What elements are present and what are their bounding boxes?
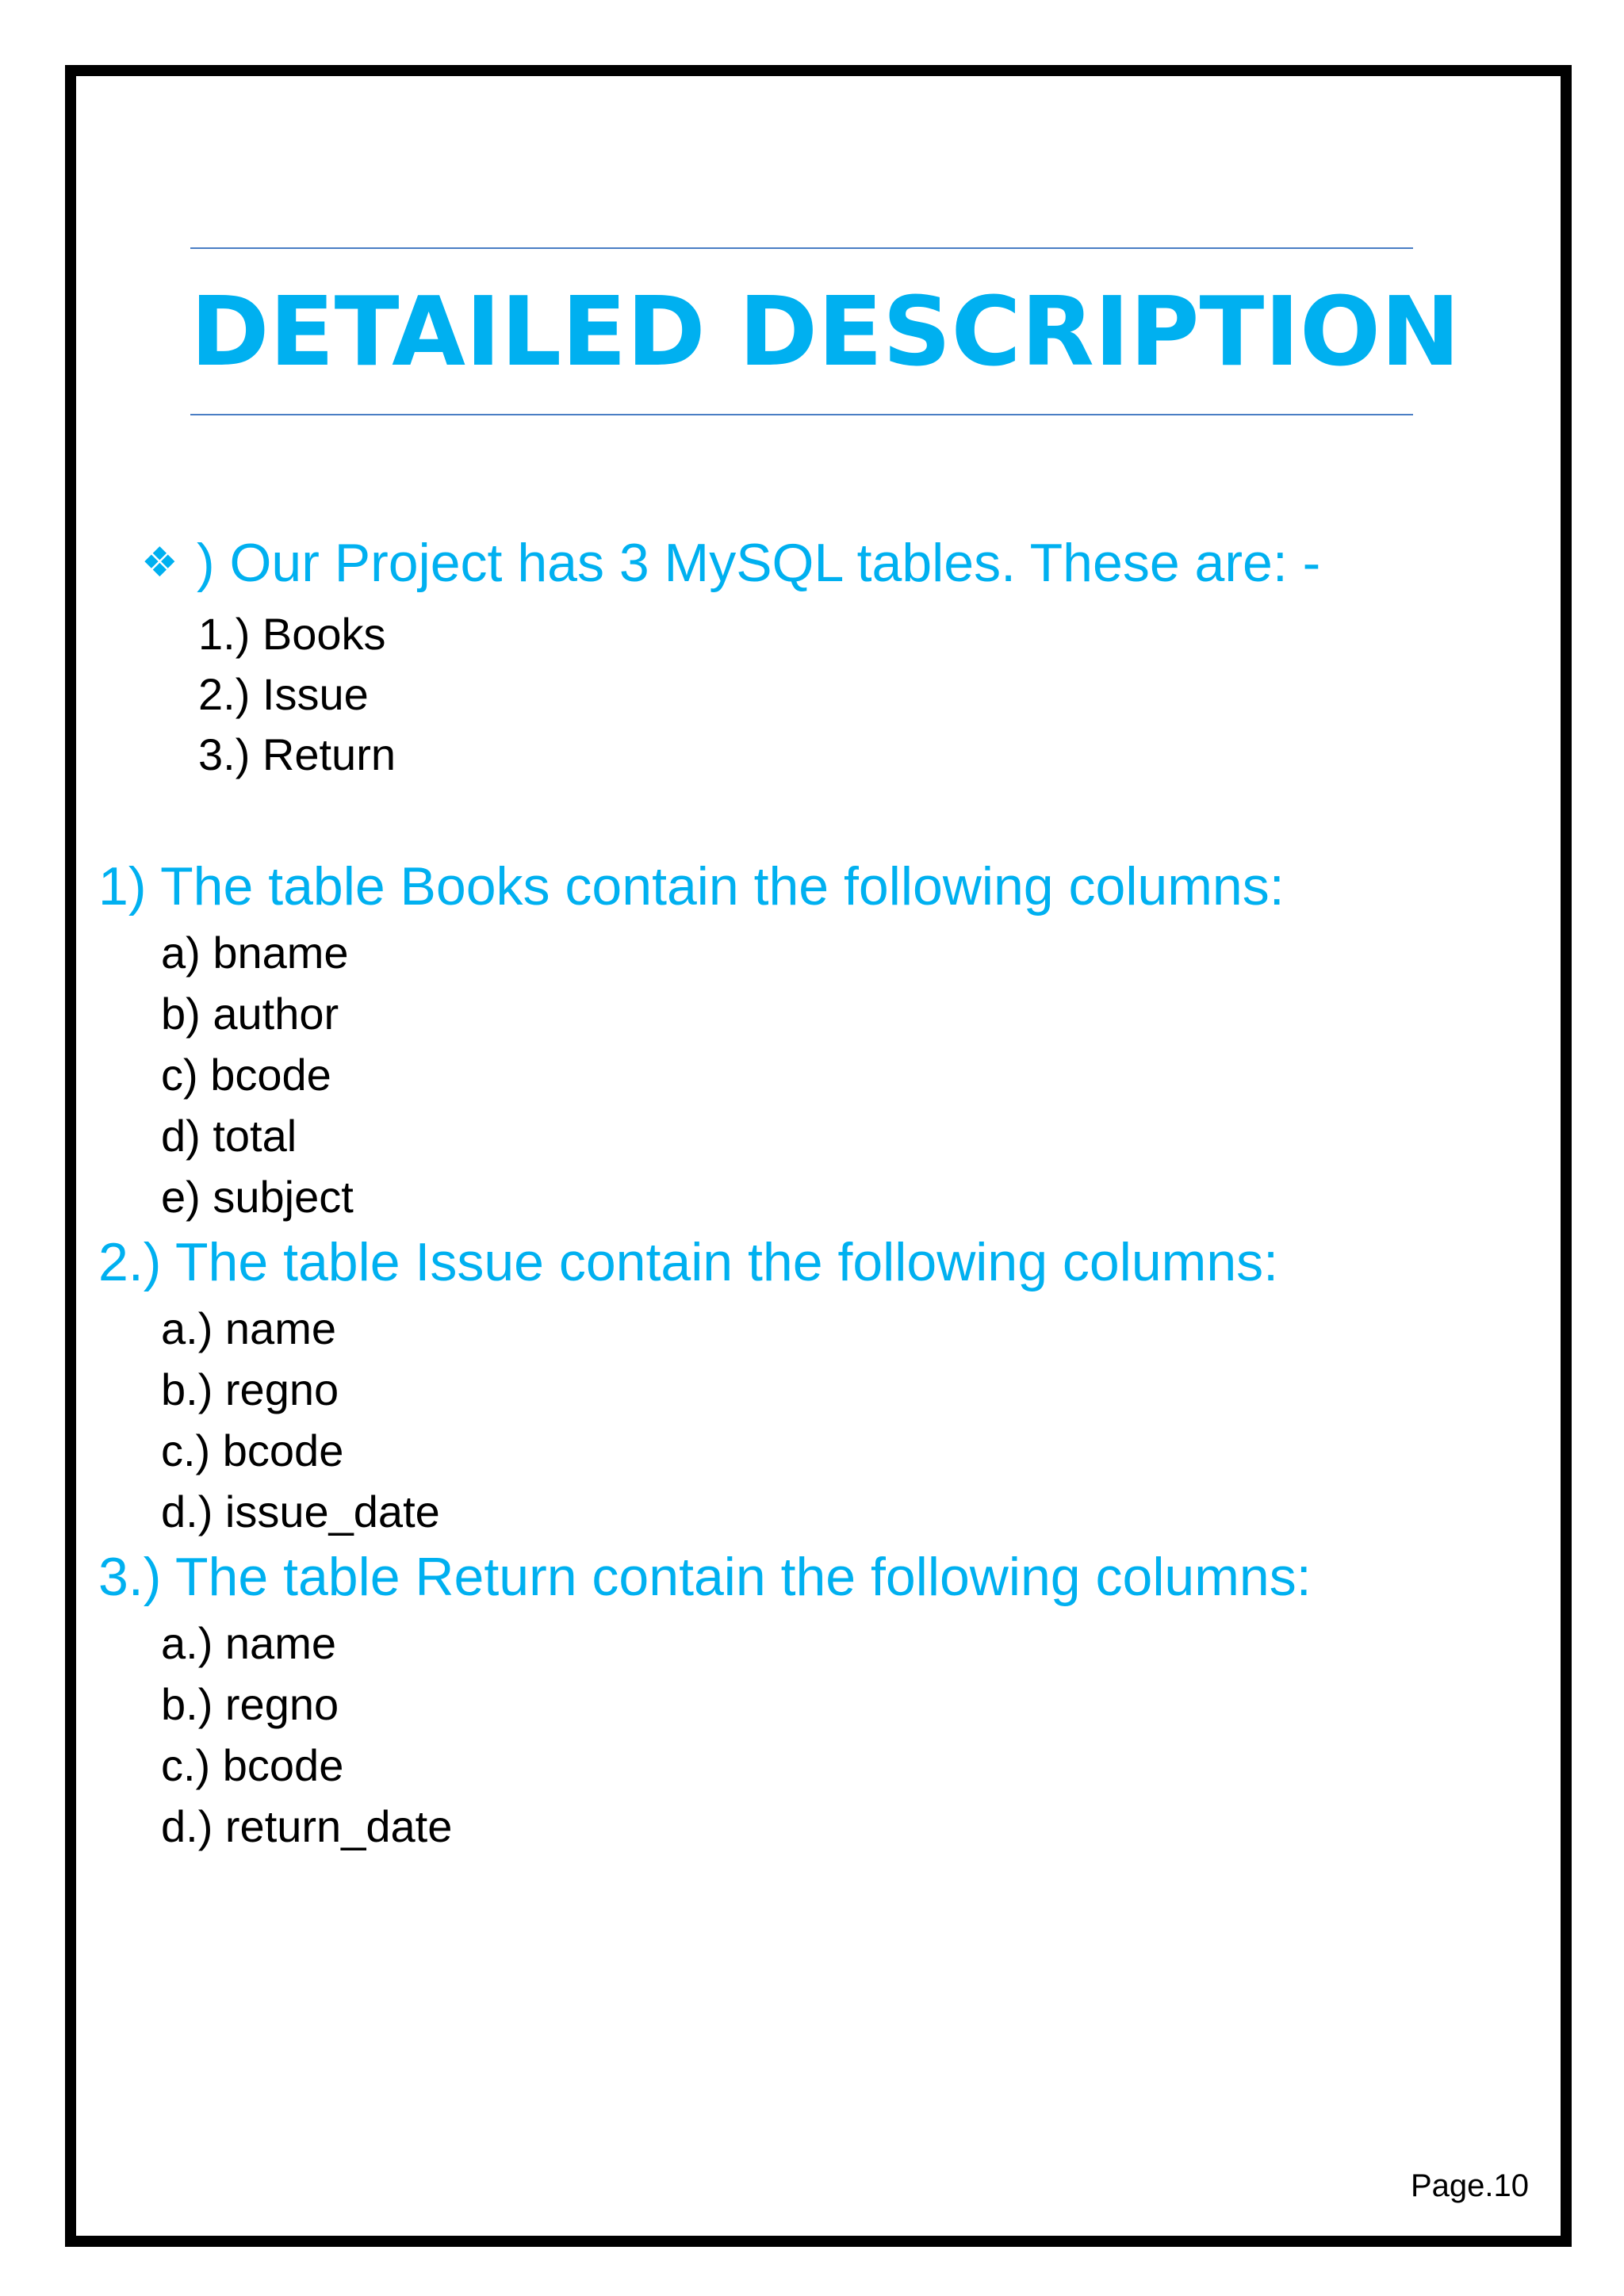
list-item: d.) issue_date — [161, 1487, 440, 1536]
list-item: b.) regno — [161, 1679, 339, 1729]
page-title: DETAILED DESCRIPTION — [190, 277, 1461, 388]
list-item: c) bcode — [161, 1050, 331, 1100]
list-item: d.) return_date — [161, 1801, 453, 1851]
intro-text: ) Our Project has 3 MySQL tables. These are: - — [197, 533, 1321, 593]
section-heading-issue: 2.) The table Issue contain the following columns: — [98, 1232, 1279, 1292]
list-item: e) subject — [161, 1172, 354, 1222]
section-heading-books: 1) The table Books contain the following columns: — [98, 856, 1285, 916]
intro-line — [141, 530, 1320, 596]
list-item: a) bname — [161, 928, 349, 978]
title-rule-top — [190, 247, 1413, 249]
list-item: b) author — [161, 989, 339, 1039]
title-rule-bottom — [190, 414, 1413, 415]
section-heading-return: 3.) The table Return contain the following columns: — [98, 1547, 1312, 1607]
list-item: c.) bcode — [161, 1425, 344, 1475]
list-item: a.) name — [161, 1618, 336, 1668]
list-item: 2.) Issue — [198, 669, 369, 719]
list-item: b.) regno — [161, 1364, 339, 1414]
diamond-bullet-icon: ❖ — [141, 540, 178, 586]
list-item: 3.) Return — [198, 729, 396, 779]
list-item: c.) bcode — [161, 1740, 344, 1790]
list-item: 1.) Books — [198, 609, 386, 659]
list-item: d) total — [161, 1111, 297, 1161]
list-item: a.) name — [161, 1303, 336, 1353]
page-number: Page.10 — [1410, 2168, 1529, 2203]
